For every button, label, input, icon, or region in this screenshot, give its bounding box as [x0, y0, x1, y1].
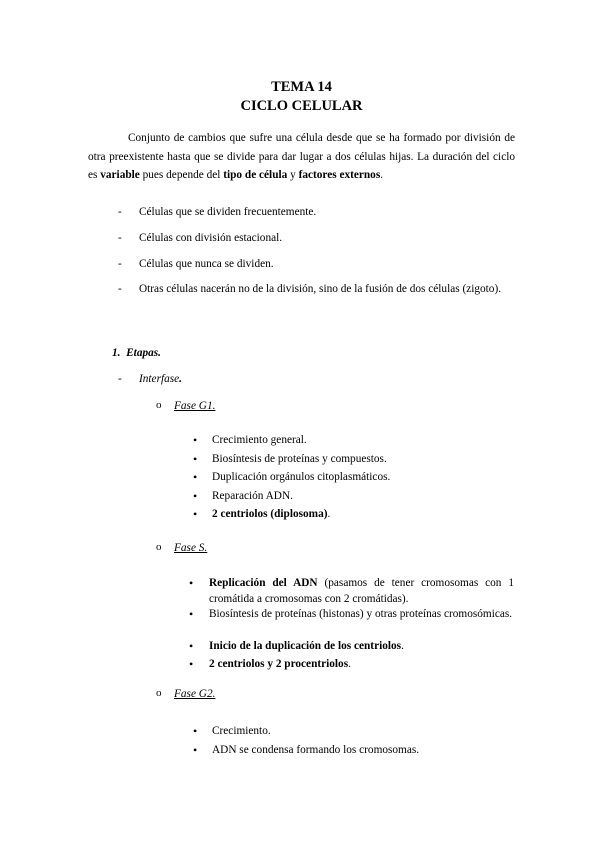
page-subtitle: CICLO CELULAR — [240, 98, 363, 114]
bold-text: 2 centriolos y 2 procentriolos — [209, 658, 349, 670]
list-item-text — [209, 575, 514, 607]
dash-bullet: - — [118, 283, 122, 295]
punctuation: . — [401, 640, 404, 652]
intro-text: Conjunto de cambios que sufre una célula desde que se ha formado por división de otra preexistente hasta que se divide para dar lugar a dos células hijas. La duración del ciclo es — [88, 132, 515, 181]
bullet-icon: • — [193, 743, 198, 757]
list-item-text — [209, 656, 514, 672]
punctuation: . — [327, 508, 331, 520]
list-item-text — [209, 638, 514, 654]
list-item-text: Crecimiento general. — [212, 434, 307, 446]
bullet-icon: • — [189, 639, 194, 653]
page-title: TEMA 14 — [271, 79, 332, 95]
interfase-label: Interfase — [139, 373, 180, 385]
list-item-rest: (pasamos de tener cromosomas con 1 cromátida a cromosomas con 2 cromátidas). — [209, 577, 514, 605]
list-item-text: Células con división estacional. — [139, 232, 283, 244]
list-item-text: Duplicación orgánulos citoplasmáticos. — [212, 471, 391, 483]
list-item-text — [212, 506, 532, 522]
section-number: 1. — [112, 347, 121, 359]
list-item-text: ADN se condensa formando los cromosomas. — [212, 744, 420, 756]
list-item-text: Células que nunca se dividen. — [139, 258, 274, 270]
intro-bold-tipo: tipo de célula — [223, 169, 288, 181]
list-item-text: Reparación ADN. — [212, 490, 293, 502]
bullet-icon: • — [189, 607, 194, 621]
intro-text: y — [287, 169, 299, 181]
circle-bullet-icon: o — [156, 399, 162, 411]
phase-label: Fase G2. — [174, 688, 216, 700]
list-item-text: Biosíntesis de proteínas y compuestos. — [212, 453, 387, 465]
intro-text: . — [380, 169, 384, 181]
section-heading-etapas — [112, 347, 161, 359]
dash-bullet: - — [118, 206, 122, 218]
dash-bullet: - — [118, 258, 122, 270]
bold-text: Replicación del ADN — [209, 577, 318, 589]
intro-bold-variable: variable — [100, 169, 140, 181]
phase-label: Fase S. — [174, 542, 208, 554]
section-label: Etapas. — [126, 347, 161, 359]
interfase-dot: . — [179, 373, 182, 385]
bullet-icon: • — [189, 576, 194, 590]
bold-text: Inicio de la duplicación de los centriolos — [209, 640, 402, 652]
bullet-icon: • — [193, 489, 198, 503]
bullet-icon: • — [193, 470, 198, 484]
circle-bullet-icon: o — [156, 687, 162, 699]
intro-paragraph — [88, 129, 515, 185]
bullet-icon: • — [193, 452, 198, 466]
bold-text: 2 centriolos (diplosoma) — [212, 508, 328, 520]
intro-bold-factores: factores externos — [298, 169, 381, 181]
punctuation: . — [348, 658, 351, 670]
list-item-text: Crecimiento. — [212, 725, 271, 737]
bullet-icon: • — [189, 657, 194, 671]
list-item-text: Células que se dividen frecuentemente. — [139, 206, 317, 218]
list-item-text: Biosíntesis de proteínas (histonas) y otras proteínas cromosómicas. — [209, 608, 513, 620]
intro-text: pues depende del — [139, 169, 224, 181]
circle-bullet-icon: o — [156, 541, 162, 553]
phase-label: Fase G1. — [174, 400, 216, 412]
bullet-icon: • — [193, 433, 198, 447]
bullet-icon: • — [193, 507, 198, 521]
dash-bullet: - — [118, 232, 122, 244]
list-item-text: Otras células nacerán no de la división, sino de la fusión de dos células (zigoto). — [139, 283, 502, 295]
dash-bullet: - — [118, 373, 122, 385]
bullet-icon: • — [193, 724, 198, 738]
